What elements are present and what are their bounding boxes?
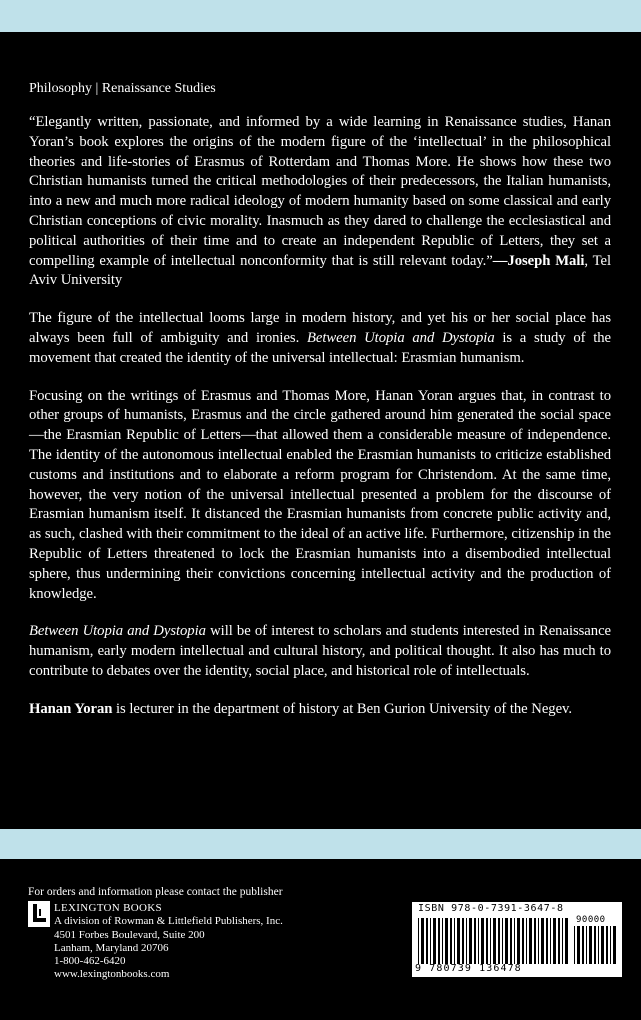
isbn-number: ISBN 978-0-7391-3647-8 bbox=[418, 903, 564, 914]
barcode-bar bbox=[606, 926, 608, 964]
intro-text-2: is a study of the movement that created the identity of the universal intellectual: Erasmian humanism. bbox=[29, 329, 612, 366]
ean-digits: 9 780739 136478 bbox=[415, 963, 522, 974]
barcode-bar bbox=[450, 918, 452, 964]
barcode-bar bbox=[421, 918, 424, 964]
endorsement-quote bbox=[29, 113, 611, 291]
category-label: Philosophy | Renaissance Studies bbox=[29, 81, 216, 96]
barcode-bar bbox=[582, 926, 584, 964]
barcode-bar bbox=[466, 918, 467, 964]
publisher-address-1: 4501 Forbes Boulevard, Suite 200 bbox=[54, 928, 205, 941]
barcode-bar bbox=[538, 918, 539, 964]
barcode-bar bbox=[522, 918, 524, 964]
author-bio bbox=[29, 700, 611, 720]
barcode-bar bbox=[498, 918, 500, 964]
barcode-bar bbox=[546, 918, 548, 964]
barcode-bar bbox=[486, 918, 488, 964]
price-addon-code: 90000 bbox=[576, 915, 606, 925]
barcode-bar bbox=[469, 918, 472, 964]
back-cover-text bbox=[29, 79, 611, 738]
isbn-barcode bbox=[412, 902, 622, 977]
barcode-bar bbox=[594, 926, 596, 964]
barcode-bar bbox=[529, 918, 532, 964]
intro-text-1: The figure of the intellectual looms large in modern history, and yet his or her social place has always been full of ambiguity and ironies. bbox=[29, 310, 611, 346]
ean-bars bbox=[418, 918, 570, 964]
orders-line: For orders and information please contact the publisher bbox=[28, 886, 283, 898]
barcode-bar bbox=[517, 918, 520, 964]
addon-bars bbox=[574, 926, 616, 964]
barcode-bar bbox=[601, 926, 604, 964]
publisher-address-2: Lanham, Maryland 20706 bbox=[54, 941, 169, 954]
barcode-bar bbox=[562, 918, 563, 964]
book-title-italic: Between Utopia and Dystopia bbox=[29, 623, 206, 640]
barcode-bar bbox=[541, 918, 544, 964]
publisher-name: LEXINGTON BOOKS bbox=[54, 902, 162, 914]
barcode-bar bbox=[505, 918, 508, 964]
barcode-bar bbox=[553, 918, 556, 964]
barcode-bar bbox=[426, 918, 428, 964]
barcode-bar bbox=[502, 918, 503, 964]
intro-paragraph bbox=[29, 309, 611, 368]
barcode-bar bbox=[598, 926, 599, 964]
barcode-bar bbox=[534, 918, 536, 964]
barcode-bar bbox=[577, 926, 580, 964]
barcode-bar bbox=[457, 918, 460, 964]
barcode-bar bbox=[418, 918, 419, 964]
barcode-bar bbox=[474, 918, 476, 964]
publisher-info bbox=[54, 902, 283, 982]
barcode-bar bbox=[558, 918, 560, 964]
barcode-bar bbox=[526, 918, 527, 964]
barcode-bar bbox=[430, 918, 431, 964]
barcode-bar bbox=[574, 926, 575, 964]
barcode-bar bbox=[550, 918, 551, 964]
quote-text: “Elegantly written, passionate, and informed by a wide learning in Renaissance studies, Hanan Yoran’s book explores the origins of the modern figure of the ‘intellectual’ in the philosophical theories and life-stories of Erasmus of Rotterdam and Thomas More. He shows how these two Christian humanists turned the critical methodologies of their predecessors, the Italian humanists, into a new and much more radical ideology of modern humanity based on some classical and early Christian conceptions of civic morality. Inasmuch as they dared to challenge the ecclesiastical and political authorities of their time and to create an independent Republic of Letters, they set a compelling example of intellectual nonconformity that is still relevant today.” bbox=[29, 114, 611, 269]
barcode-bar bbox=[493, 918, 496, 964]
top-color-band bbox=[0, 0, 641, 32]
quote-affiliation: , Tel Aviv University bbox=[29, 252, 612, 289]
barcode-bar bbox=[510, 918, 512, 964]
barcode-bar bbox=[454, 918, 455, 964]
audience-text: will be of interest to scholars and students interested in Renaissance humanism, early modern intellectual and cultural history, and political thought. It also has much to contribute to debates over the identity, social place, and historical role of intellectuals. bbox=[29, 623, 612, 679]
barcode-bar bbox=[445, 918, 448, 964]
barcode-bar bbox=[586, 926, 587, 964]
barcode-bar bbox=[481, 918, 484, 964]
book-title-italic: Between Utopia and Dystopia bbox=[306, 329, 495, 346]
barcode-bar bbox=[613, 926, 616, 964]
audience-paragraph bbox=[29, 622, 611, 681]
lexington-logo-icon bbox=[28, 901, 50, 927]
author-name: Hanan Yoran bbox=[29, 700, 113, 717]
barcode-bar bbox=[442, 918, 443, 964]
publisher-division: A division of Rowman & Littlefield Publishers, Inc. bbox=[54, 915, 283, 928]
publisher-website: www.lexingtonbooks.com bbox=[54, 968, 170, 981]
barcode-bar bbox=[514, 918, 515, 964]
barcode-bar bbox=[433, 918, 436, 964]
barcode-bar bbox=[462, 918, 464, 964]
barcode-bar bbox=[478, 918, 479, 964]
barcode-bar bbox=[438, 918, 440, 964]
publisher-phone: 1-800-462-6420 bbox=[54, 955, 126, 968]
author-bio-text: is lecturer in the department of history at Ben Gurion University of the Negev. bbox=[112, 700, 573, 717]
barcode-bar bbox=[610, 926, 611, 964]
barcode-bar bbox=[565, 918, 568, 964]
quote-author: —Joseph Mali bbox=[492, 252, 585, 269]
middle-color-band bbox=[0, 829, 641, 859]
barcode-bar bbox=[490, 918, 491, 964]
body-paragraph: Focusing on the writings of Erasmus and Thomas More, Hanan Yoran argues that, in contrast to other groups of humanists, Erasmus and the circle gathered around him generated the social space—the Erasmian Republic of Letters—that allowed them a considerable measure of independence. The identity of the autonomous intellectual enabled the Erasmian humanists to criticize established customs and institutions and to elaborate a reform program for Christendom. At the same time, however, the very notion of the universal intellectual presented a problem for the discourse of Erasmian humanism itself. It distanced the Erasmian humanists from concrete public activity and, as such, clashed with their commitment to the ideal of an active life. Furthermore, citizenship in the Republic of Letters threatened to lock the Erasmian humanists into a disembodied intellectual sphere, thus undermining their convictions concerning intellectual activity and the production of knowledge. bbox=[29, 387, 611, 602]
barcode-bar bbox=[589, 926, 592, 964]
